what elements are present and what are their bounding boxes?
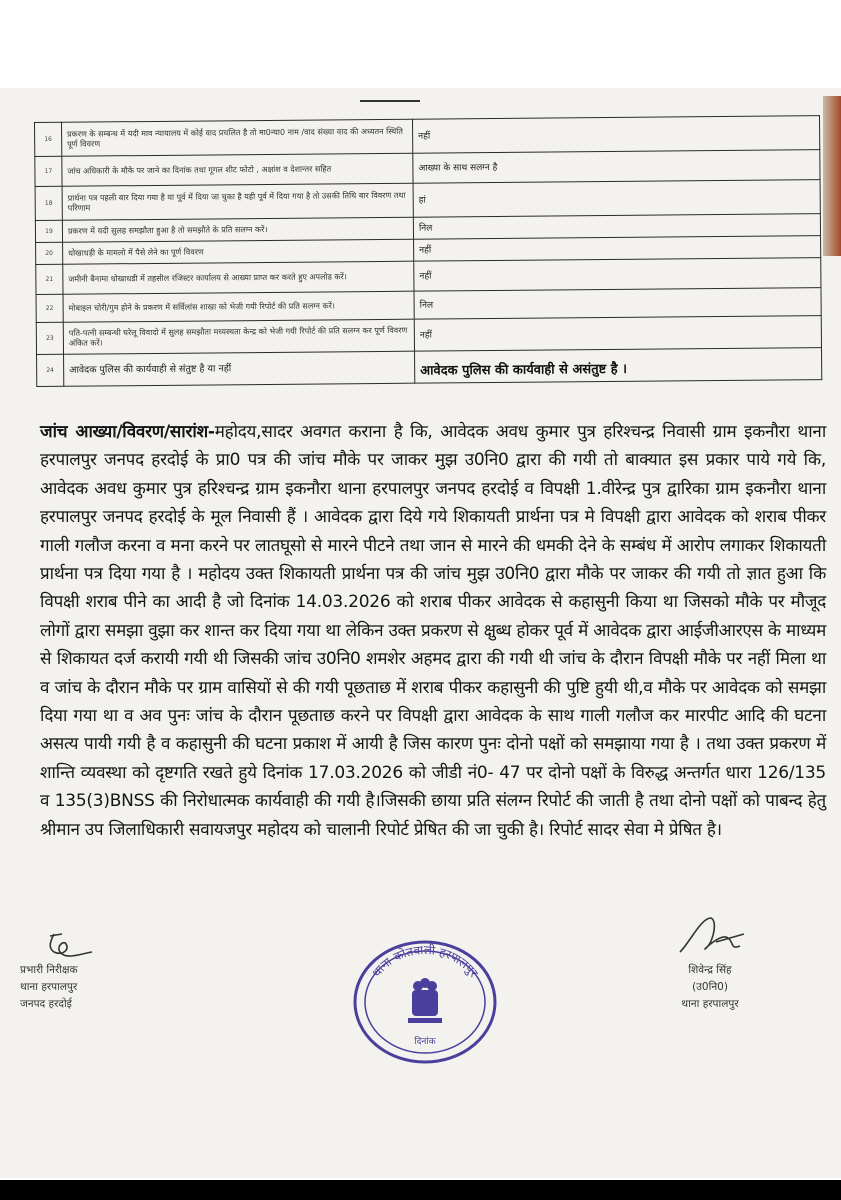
signature-right-icon xyxy=(670,912,750,962)
row-number: 18 xyxy=(35,186,62,220)
report-heading: जांच आख्या/विवरण/सारांश- xyxy=(40,422,215,442)
row-number: 24 xyxy=(37,354,64,386)
row-number: 23 xyxy=(36,322,63,354)
row-number: 16 xyxy=(35,122,62,156)
signature-left-line3: जनपद हरदोई xyxy=(20,998,72,1010)
row-answer: हां xyxy=(413,180,820,218)
inquiry-table xyxy=(34,115,822,387)
svg-text:थाना कोतवाली हरपालपुर xyxy=(369,943,481,981)
signature-right-line1: शिवेन्द्र सिंह xyxy=(688,964,732,976)
bottom-bar xyxy=(0,1180,841,1200)
table-row xyxy=(37,348,822,387)
row-question: प्रकरण में यदी सुलह समझौता हुआ है तो समझौते के प्रति सलग्न करें। xyxy=(62,217,413,242)
row-question: पति-पत्नी सम्बन्धी घरेलू विवादो में सुलह समझौता मध्यस्थता केन्द्र को भेजी गयी रिपोर्ट की प्रति सलग्न कर पूर्ण विवरण अंकित करें। xyxy=(63,319,414,354)
report-body xyxy=(40,418,826,844)
seal-date: दिनांक xyxy=(414,1037,436,1047)
row-question: प्रार्थना पत्र पहली बार दिया गया है या पूर्व में दिया जा चुका है यही पूर्व में दिया गया है तो उसकी तिथि बार विवरण तथा परिणाम xyxy=(62,183,413,220)
police-station-seal xyxy=(350,938,500,1066)
row-answer: नहीं xyxy=(414,316,821,352)
row-answer: नहीं xyxy=(412,116,819,154)
row-number: 21 xyxy=(36,264,63,294)
signature-block-left xyxy=(20,930,200,1013)
row-question: जांच अधिकारी के मौके पर जाने का दिनांक तथा गूगल शीट फोटो , अक्षांश व देशान्तर सहित xyxy=(62,153,413,186)
signature-left-line2: थाना हरपालपुर xyxy=(20,981,78,993)
row-answer: नहीं xyxy=(414,258,821,292)
row-answer: नहीं xyxy=(414,236,821,262)
row-answer: आवेदक पुलिस की कार्यवाही से असंतुष्ट है । xyxy=(415,348,822,384)
row-question: धोखाधड़ी के मामलो में पैसे लेने का पूर्ण विवरण xyxy=(63,239,414,264)
top-mark xyxy=(360,100,420,102)
row-question: मोबाइल चोरी/गुम होने के प्रकरण में सर्विलांस शाखा को भेजी गयी रिपोर्ट की प्रति सलग्न करें। xyxy=(63,291,414,322)
signature-left-icon xyxy=(40,930,100,962)
row-question: आवेदक पुलिस की कार्यवाही से संतुष्ट है या नहीं xyxy=(64,351,415,386)
row-number: 22 xyxy=(36,294,63,322)
row-answer: आख्या के साथ सलग्न है xyxy=(413,150,820,184)
report-text: महोदय,सादर अवगत कराना है कि, आवेदक अवध कुमार पुत्र हरिश्चन्द्र निवासी ग्राम इकनौरा थाना हरपालपुर जनपद हरदोई के प्रा0 पत्र की जांच मौके पर जाकर मुझ उ0नि0 द्वारा की गयी तो बाक्यात इस प्रकार पाये गये कि, आवेदक अवध कुमार पुत्र हरिश्चन्द्र ग्राम इकनौरा थाना हरपालपुर जनपद हरदोई व विपक्षी 1.वीरेन्द्र पुत्र द्वारिका ग्राम इकनौरा थाना हरपालपुर जनपद हरदोई के मूल निवासी हैं । आवेदक द्वारा दिये गये शिकायती प्रार्थना पत्र मे विपक्षी द्वारा आवेदक को शराब पीकर गाली गलौज करना व मना करने पर लातघूसो से मारने पीटने तथा जान से मारने की धमकी देने के सम्बंध में आरोप लगाकर शिकायती प्रार्थना पत्र दिया गया है । महोदय उक्त शिकायती प्रार्थना पत्र की जांच मुझ उ0नि0 द्वारा मौके पर जाकर की गयी तो ज्ञात हुआ कि विपक्षी शराब पीने का आदी है जो दिनांक 14.03.2026 को शराब पीकर आवेदक से कहासुनी किया था जिसको मौके पर मौजूद लोगों द्वारा समझा वुझा कर शान्त कर दिया गया था लेकिन उक्त प्रकरण से क्षुब्ध होकर पूर्व में आवेदक द्वारा आईजीआरएस के माध्यम से शिकायत दर्ज करायी गयी थी जिसकी जांच उ0नि0 शमशेर अहमद द्वारा की गयी थी जांच के दौरान विपक्षी मौके पर नहीं मिला था व जांच के दौरान मौके पर ग्राम वासियों से की गयी पूछताछ में शराब पीकर कहासुनी की पुष्टि हुयी थी,व मौके पर आवेदक को समझा दिया गया था व अव पुनः जांच के दौरान पूछताछ करने पर विपक्षी द्वारा आवेदक के साथ गाली गलौज कर मारपीट आदि की घटना असत्य पायी गयी है व कहासुनी की घटना प्रकाश में आयी है जिस कारण पुनः दोनो पक्षों को समझाया गया है । तथा उक्त प्रकरण में शान्ति व्यवस्था को दृष्टगति रखते हुये दिनांक 17.03.2026 को जीडी नं0- 47 पर दोनो पक्षों के विरुद्ध अन्तर्गत धारा 126/135 व 135(3)BNSS की निरोधात्मक कार्यवाही की गयी है।जिसकी छाया प्रति संलग्न रिपोर्ट की जाती है तथा दोनो पक्षों को पाबन्द हेतु श्रीमान उप जिलाधिकारी सवायजपुर महोदय को चालानी रिपोर्ट प्रेषित की जा चुकी है। रिपोर्ट सादर सेवा मे प्रेषित है। xyxy=(40,422,826,840)
row-question: जमीनी बैनामा धोखाधडी में तहसील रजिस्टर कार्यालय से आख्या प्राप्त कर करते हुए अपलोड करें। xyxy=(63,261,414,294)
row-question: प्रकरण के सम्बन्ध में यदी माव न्यायालय में कोई वाद प्रचलित है तो मा0न्या0 नाम /वाद संख्या वाद की अध्यतन स्थिति पूर्ण विवरण xyxy=(62,119,413,156)
row-number: 17 xyxy=(35,156,62,186)
row-answer: निल xyxy=(414,288,821,320)
seal-text: थाना कोतवाली हरपालपुर xyxy=(369,942,481,980)
page-edge xyxy=(823,96,841,256)
signature-right-line2: (उ0नि0) xyxy=(692,981,728,993)
signature-block-right xyxy=(650,912,770,1013)
signature-right-line3: थाना हरपालपुर xyxy=(681,998,739,1010)
row-answer: निल xyxy=(413,214,820,240)
row-number: 20 xyxy=(36,242,63,264)
signature-left-line1: प्रभारी निरीक्षक xyxy=(20,964,78,976)
row-number: 19 xyxy=(35,220,62,242)
